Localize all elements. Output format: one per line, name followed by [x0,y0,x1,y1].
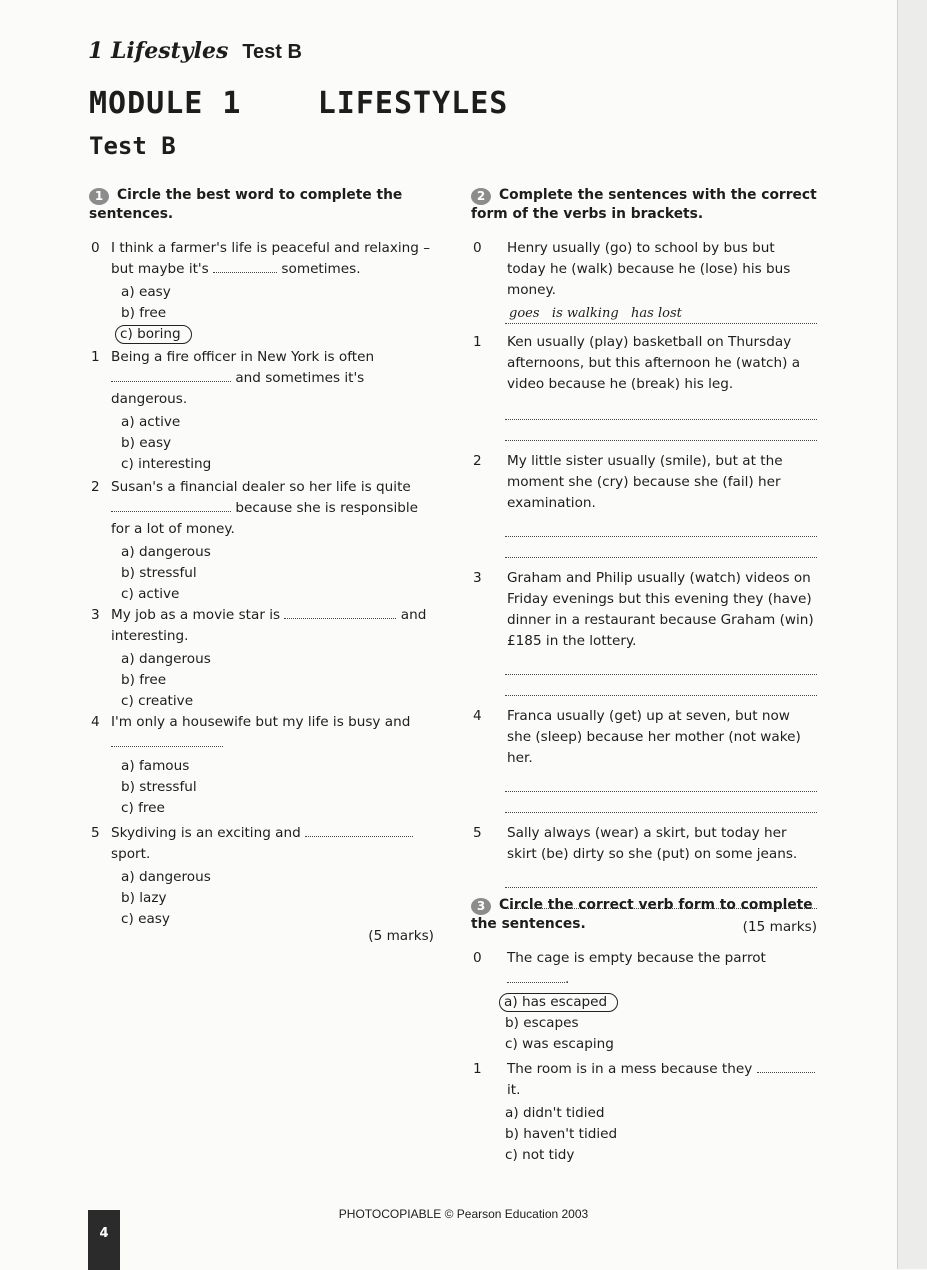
answer-line[interactable] [505,675,817,696]
running-head-test: Test B [242,41,302,63]
question-item: 3 My job as a movie star is and interesting. [91,607,427,644]
option[interactable]: b) haven't tidied [505,1126,618,1142]
option[interactable]: c) creative [121,693,194,709]
option[interactable]: b) escapes [505,1015,579,1031]
option[interactable]: a) dangerous [121,544,211,560]
question-item: 0 Henry usually (go) to school by bus but today he (walk) because he (lose) his bus money. [473,240,791,298]
question-item: 4 I'm only a housewife but my life is busy and [89,712,434,754]
exercise-2-marks: (15 marks) [742,919,817,935]
question-item: 5 Skydiving is an exciting and sport. [89,823,434,865]
question-item: 0 I think a farmer's life is peaceful and relaxing – but maybe it's sometimes. [91,240,431,277]
option[interactable]: a) active [121,414,181,430]
option[interactable]: a) dangerous [121,651,211,667]
question-item: 4 Franca usually (get) up at seven, but now she (sleep) because her mother (not wake) her. [473,708,801,766]
option[interactable]: b) free [121,305,167,321]
option[interactable]: c) easy [121,911,170,927]
question-item: 1 The room is in a mess because they it. [471,1059,817,1101]
answer-line[interactable] [505,420,817,441]
answer-line-filled[interactable]: goes is walking has lost [505,303,817,324]
footer-copyright: PHOTOCOPIABLE © Pearson Education 2003 [338,1207,589,1221]
option[interactable]: b) lazy [121,890,167,906]
question-item: 3 Graham and Philip usually (watch) videos on Friday evenings but this evening they (have) dinner in a restaurant because Graham (win) £185 in the lottery. [473,570,814,649]
answer-line[interactable] [505,867,817,888]
exercise-2 [471,186,817,938]
option[interactable]: b) easy [121,435,172,451]
answer-line[interactable] [505,654,817,675]
exercise-1-instruction: 1 Circle the best word to complete the sentences. [89,187,403,222]
option[interactable]: a) easy [121,284,171,300]
exercise-number-badge: 1 [89,188,109,205]
question-item: 5 Sally always (wear) a skirt, but today her skirt (be) dirty so she (put) on some jeans. [473,825,798,862]
question-item: 1 Ken usually (play) basketball on Thursday afternoons, but this afternoon he (watch) a video because he (break) his leg. [473,334,801,392]
option-circled[interactable]: c) boring [121,324,434,345]
option[interactable]: c) free [121,800,165,816]
answer-line[interactable] [505,792,817,813]
answer-line[interactable] [505,537,817,558]
option[interactable]: c) interesting [121,456,212,472]
running-head [88,38,302,64]
option[interactable]: a) famous [121,758,190,774]
exercise-2-instruction: 2 Complete the sentences with the correct form of the verbs in brackets. [471,187,817,222]
answer-line[interactable] [505,771,817,792]
exercise-number-badge: 3 [471,898,491,915]
option[interactable]: b) stressful [121,565,197,581]
option[interactable]: b) stressful [121,779,197,795]
option[interactable]: c) not tidy [505,1147,575,1163]
option[interactable]: b) free [121,672,167,688]
exercise-1 [89,186,434,947]
option-circled[interactable]: a) has escaped [505,992,817,1013]
page-title: MODULE 1 LIFESTYLES [89,86,509,121]
option[interactable]: a) dangerous [121,869,211,885]
answer-line[interactable] [505,399,817,420]
page-subtitle: Test B [89,132,176,160]
page-gutter [897,0,927,1269]
page-number: 4 [99,1226,109,1241]
exercise-3 [471,896,817,1166]
running-head-module: 1 Lifestyles [88,38,229,64]
question-item: 0 The cage is empty because the parrot . [473,950,766,987]
option[interactable]: c) active [121,586,180,602]
question-item: 2 Susan's a financial dealer so her life is quite because she is responsible for a lot of money. [91,479,418,537]
exercise-1-marks: (5 marks) [368,928,434,944]
exercise-number-badge: 2 [471,188,491,205]
question-item: 2 My little sister usually (smile), but at the moment she (cry) because she (fail) her examination. [473,453,783,511]
question-item: 1 Being a fire officer in New York is often and sometimes it's dangerous. [91,349,375,407]
exercise-3-instruction: 3 Circle the correct verb form to complete the sentences. [471,897,813,932]
answer-line[interactable] [505,516,817,537]
option[interactable]: a) didn't tidied [505,1105,605,1121]
option[interactable]: c) was escaping [505,1036,614,1052]
